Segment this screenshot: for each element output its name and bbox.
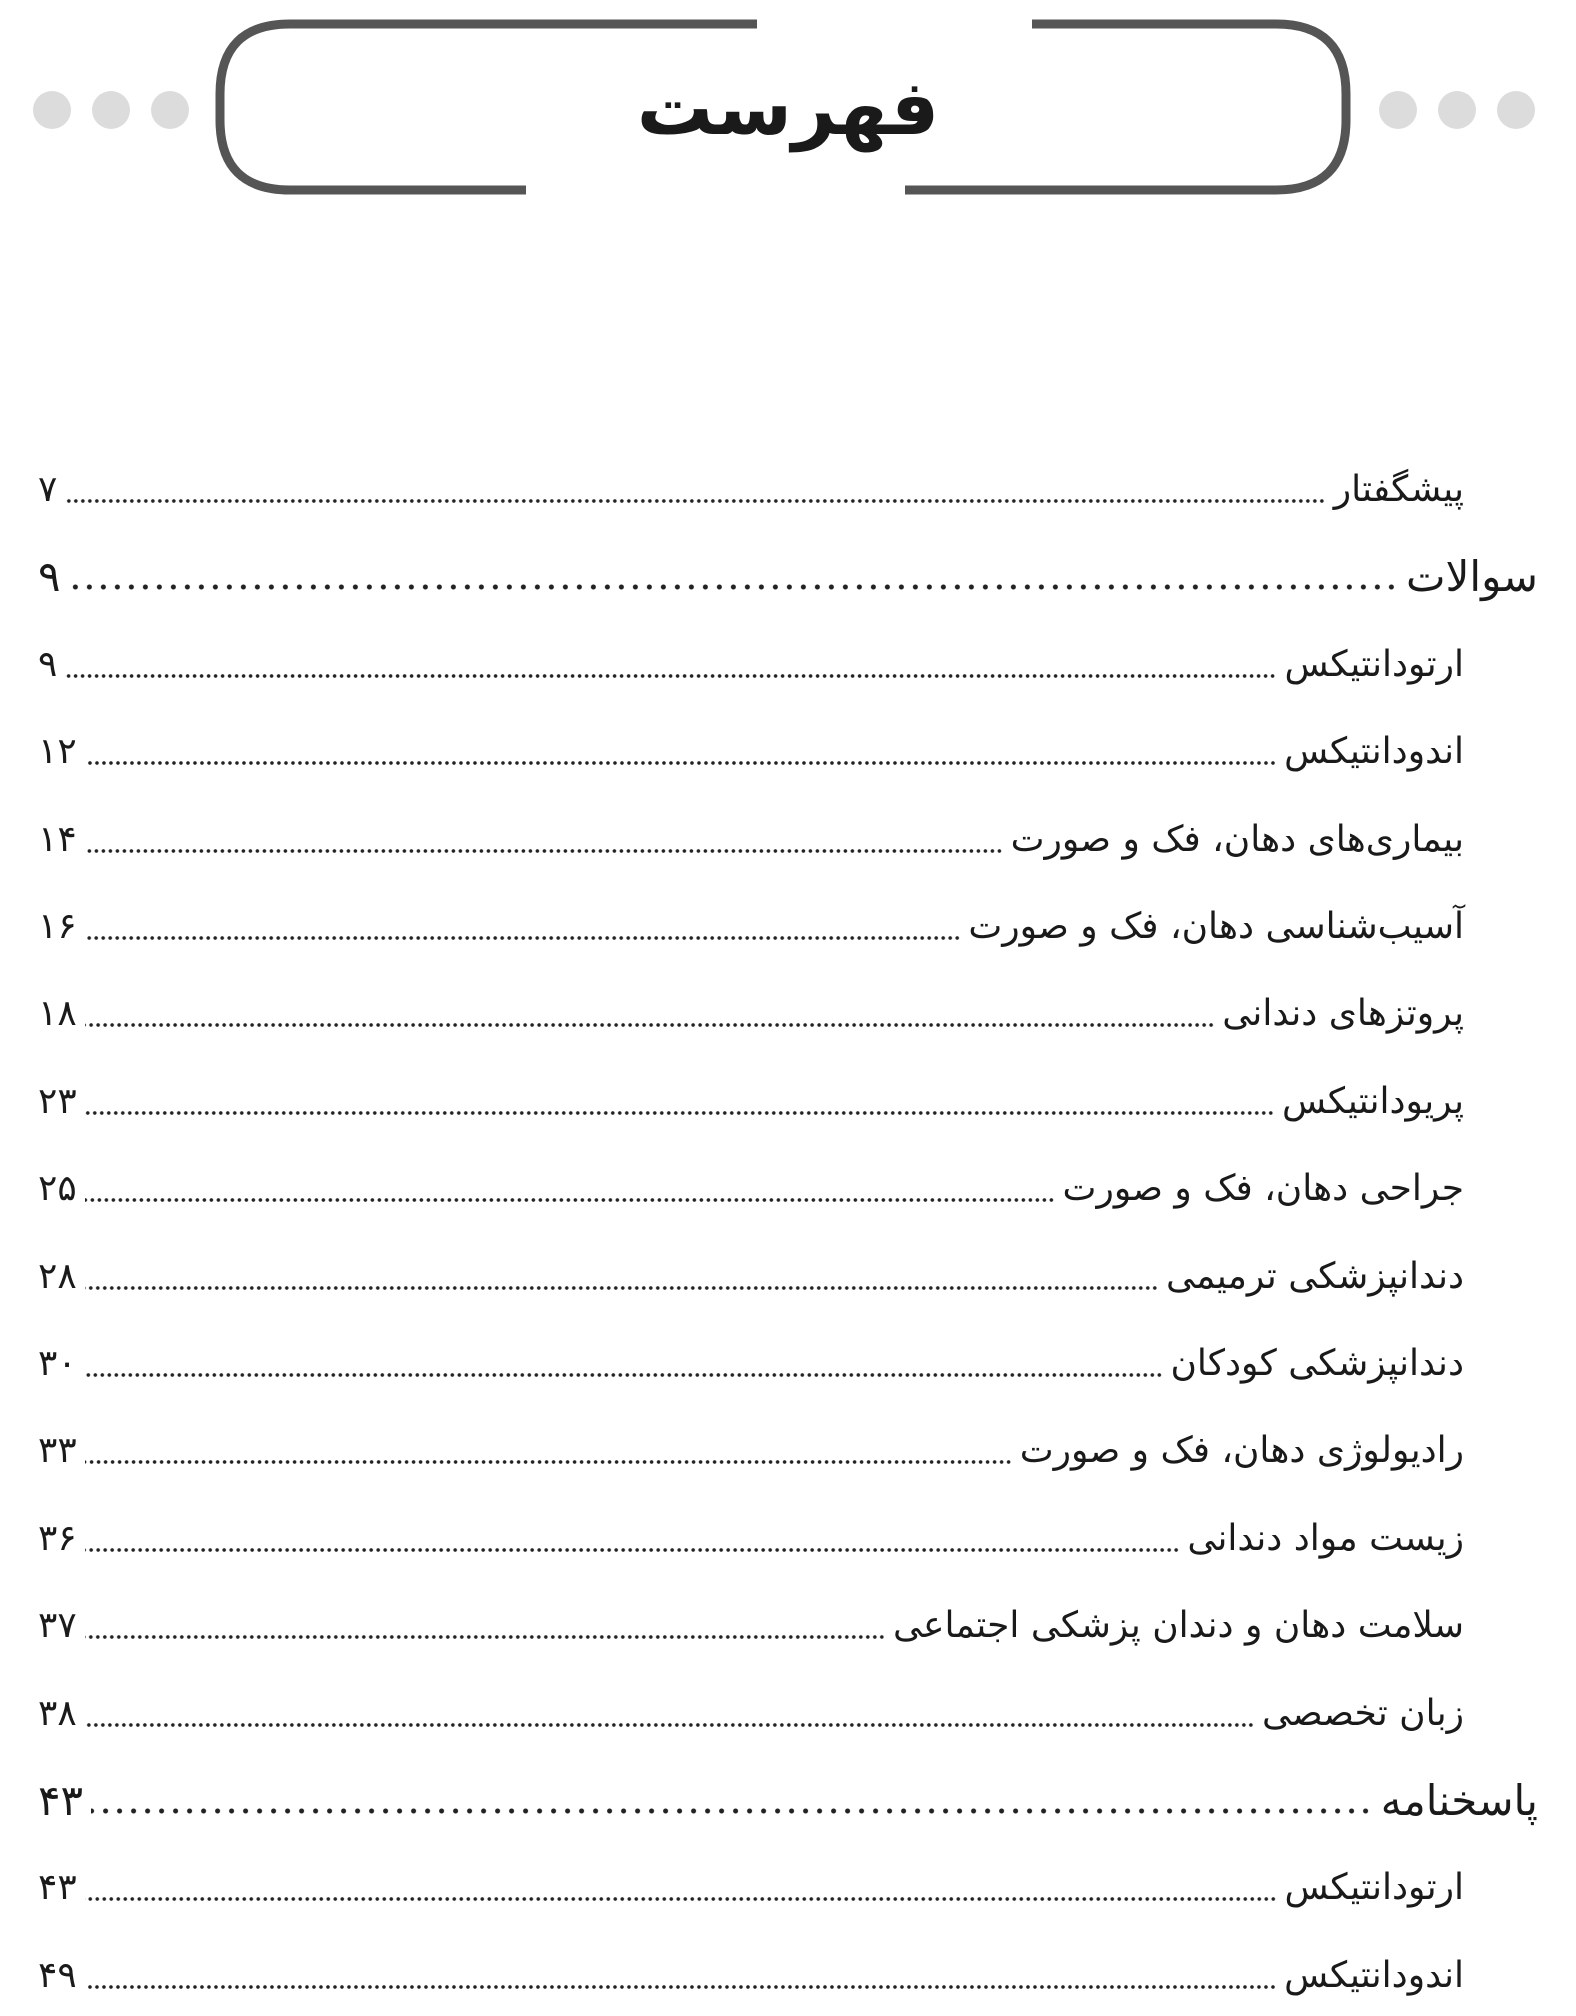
dot-leader [65, 645, 1276, 685]
dot-leader [65, 470, 1325, 510]
toc-page-number: ۴۹ [38, 1954, 77, 1996]
toc-entry-label: ارتودانتیکس [1284, 1867, 1464, 1909]
toc-entry-label: رادیولوژی دهان، فک و صورت [1019, 1430, 1464, 1472]
toc-entry[interactable] [38, 1946, 1464, 2006]
dot-leader [85, 1169, 1055, 1209]
toc-page-number: ۳۷ [38, 1605, 77, 1647]
toc-entry[interactable] [38, 1072, 1464, 1132]
page-title: فهرست [636, 63, 940, 152]
dot-leader [85, 1606, 885, 1646]
toc-entry-label: پاسخنامه [1380, 1776, 1538, 1825]
toc-page-number: ۱۴ [38, 818, 77, 860]
toc-page-number: ۳۸ [38, 1692, 77, 1734]
toc-page-number: ۷ [38, 469, 58, 510]
dot-leader [85, 907, 961, 947]
toc-entry-label: زیست مواد دندانی [1187, 1517, 1464, 1559]
toc-entry[interactable] [38, 1596, 1464, 1656]
toc-page-number: ۱۶ [38, 906, 77, 947]
dot-leader [85, 994, 1215, 1034]
dot-leader [85, 732, 1276, 772]
toc-entry-label: زبان تخصصی [1262, 1692, 1464, 1734]
dot-leader [85, 1694, 1254, 1734]
toc-entry-label: پروتزهای دندانی [1222, 993, 1464, 1035]
toc-entry[interactable] [38, 810, 1464, 870]
toc-entry-label: جراحی دهان، فک و صورت [1062, 1168, 1464, 1210]
toc-page-number: ۳۰ [38, 1343, 77, 1384]
dot-leader [69, 557, 1398, 597]
toc-entry-label: سلامت دهان و دندان پزشکی اجتماعی [892, 1605, 1464, 1647]
toc-entry[interactable] [38, 1159, 1464, 1219]
toc-page-number: ۲۸ [38, 1255, 77, 1297]
toc-entry[interactable] [38, 1334, 1464, 1394]
toc-entry-label: پریودانتیکس [1281, 1080, 1464, 1122]
toc-page-number: ۹ [38, 643, 58, 685]
toc-entry[interactable] [38, 1684, 1464, 1744]
dot-leader [85, 1257, 1158, 1297]
toc-entry-label: اندودانتیکس [1284, 1954, 1464, 1996]
toc-entry[interactable] [38, 1247, 1464, 1307]
dot-leader [85, 1344, 1163, 1384]
toc-section-heading[interactable] [38, 547, 1538, 607]
dot-leader [85, 820, 1003, 860]
toc-entry-label: بیماری‌های دهان، فک و صورت [1010, 818, 1464, 860]
toc-page-number: ۲۳ [38, 1080, 77, 1122]
toc-entry-label: سوالات [1405, 552, 1538, 602]
toc-entry[interactable] [38, 1858, 1464, 1918]
toc-entry[interactable] [38, 897, 1464, 957]
toc-entry[interactable] [38, 460, 1464, 520]
toc-entry-label: آسیب‌شناسی دهان، فک و صورت [968, 906, 1464, 947]
dot-leader [85, 1431, 1012, 1471]
toc-page-number: ۱۸ [38, 993, 77, 1035]
toc-page-number: ۳۶ [38, 1517, 77, 1559]
toc-page-number: ۲۵ [38, 1168, 77, 1210]
toc-entry[interactable] [38, 1509, 1464, 1569]
toc-section-heading[interactable] [38, 1771, 1538, 1831]
toc-entry[interactable] [38, 635, 1464, 695]
toc-page-number: ۹ [38, 552, 61, 602]
dot-leader [85, 1082, 1274, 1122]
dot-leader [85, 1956, 1276, 1996]
toc-page-number: ۳۳ [38, 1430, 77, 1472]
dot-leader [85, 1519, 1180, 1559]
toc-entry[interactable] [38, 984, 1464, 1044]
toc-page-number: ۴۳ [38, 1867, 77, 1909]
toc-entry-label: ارتودانتیکس [1284, 643, 1464, 685]
toc-entry[interactable] [38, 1421, 1464, 1481]
dot-leader [85, 1868, 1277, 1908]
dot-leader [91, 1781, 1373, 1821]
toc-entry-label: دندانپزشکی کودکان [1170, 1343, 1464, 1384]
toc-entry[interactable] [38, 722, 1464, 782]
toc-page-number: ۱۲ [38, 731, 77, 773]
toc-page-number: ۴۳ [38, 1776, 84, 1825]
toc-entry-label: دندانپزشکی ترمیمی [1165, 1255, 1464, 1297]
toc-entry-label: پیشگفتار [1333, 469, 1464, 510]
toc-entry-label: اندودانتیکس [1284, 731, 1464, 773]
